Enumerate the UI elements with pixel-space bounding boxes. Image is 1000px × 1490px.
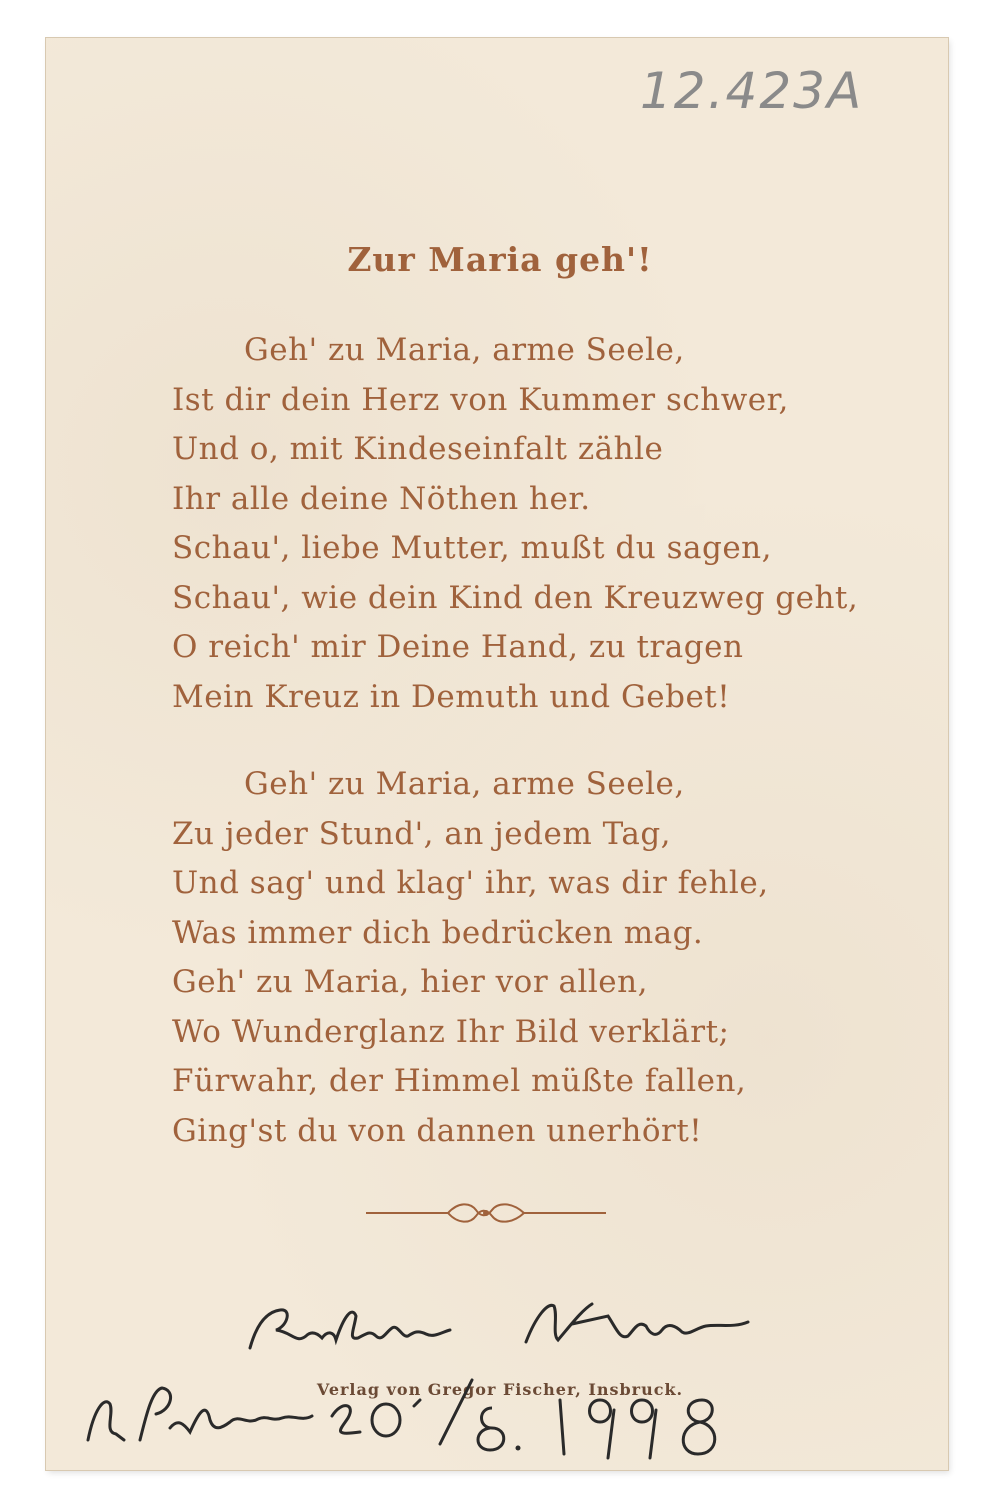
poem-line: Wo Wunderglanz Ihr Bild verklärt; [172, 1013, 730, 1050]
poem-line: Ihr alle deine Nöthen her. [172, 480, 591, 517]
poem-line: Ging'st du von dannen unerhört! [172, 1112, 703, 1149]
poem-line: Ist dir dein Herz von Kummer schwer, [172, 381, 789, 418]
poem-line: Schau', liebe Mutter, mußt du sagen, [172, 530, 772, 566]
poem-line: Zu jeder Stund', an jedem Tag, [172, 815, 672, 852]
poem-line: Geh' zu Maria, arme Seele, [244, 766, 685, 802]
stanza-2 [172, 760, 769, 1156]
archive-number: 12.423A [640, 62, 864, 120]
poem-line: Und o, mit Kindeseinfalt zähle [172, 431, 664, 467]
poem-title: Zur Maria geh'! [347, 240, 653, 279]
publisher-imprint: Verlag von Gregor Fischer, Insbruck. [316, 1380, 684, 1399]
handwritten-signature [236, 1286, 776, 1366]
poem-line: Mein Kreuz in Demuth und Gebet! [172, 678, 731, 715]
poem-line: Fürwahr, der Himmel müßte fallen, [172, 1063, 747, 1099]
poem-line: O reich' mir Deine Hand, zu tragen [172, 629, 744, 665]
poem-line: Und sag' und klag' ihr, was dir fehle, [172, 865, 769, 901]
poem-line: Geh' zu Maria, hier vor allen, [172, 964, 648, 1000]
ornament-divider [366, 1196, 606, 1230]
handwritten-place-date [80, 1370, 820, 1470]
poem-line: Schau', wie dein Kind den Kreuzweg geht, [172, 579, 859, 616]
stanza-1 [172, 326, 858, 722]
poem-line: Was immer dich bedrücken mag. [172, 914, 704, 951]
poem-line: Geh' zu Maria, arme Seele, [244, 332, 685, 368]
